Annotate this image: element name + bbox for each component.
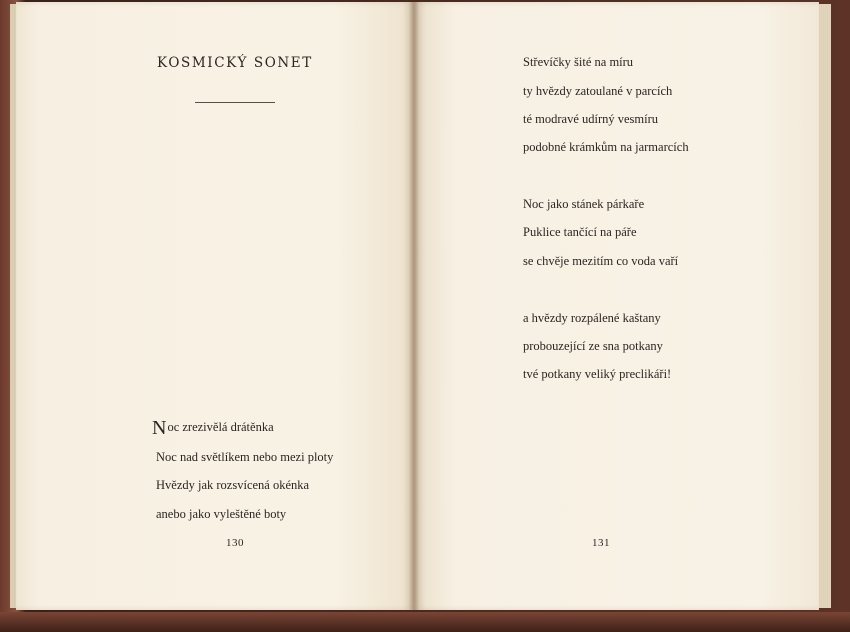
book-cover-bottom-edge: [0, 612, 850, 632]
right-stanza-1-line-3: té modravé udírný vesmíru: [523, 112, 659, 126]
right-stanza-3-line-3: tvé potkany veliký preclikáři!: [523, 367, 672, 381]
left-stanza-line-3: Hvězdy jak rozsvícená okénka: [156, 478, 310, 492]
right-stanza-3-line-2: probouzející ze sna potkany: [523, 339, 663, 353]
left-stanza-line-2: Noc nad světlíkem nebo mezi ploty: [156, 450, 334, 464]
right-stanza-1-line-2: ty hvězdy zatoulané v parcích: [523, 84, 673, 98]
right-stanza-2-line-1: Noc jako stánek párkaře: [523, 197, 645, 211]
left-stanza-line-4: anebo jako vyleštěné boty: [156, 507, 287, 521]
right-stanza-1-line-1: Střevíčky šité na míru: [523, 55, 634, 69]
right-page-number: 131: [592, 537, 610, 549]
right-stanza-2-line-3: se chvěje mezitím co voda vaří: [523, 254, 679, 268]
right-stanza-3-line-1: a hvězdy rozpálené kaštany: [523, 311, 661, 325]
left-stanza-line-1: [152, 418, 274, 438]
book-gutter: [409, 2, 419, 610]
title-divider: [195, 102, 275, 103]
right-stanza-2-line-2: Puklice tančící na páře: [523, 225, 637, 239]
right-stanza-1-line-4: podobné krámkům na jarmarcích: [523, 140, 689, 154]
poem-title: KOSMICKÝ SONET: [157, 55, 313, 71]
right-page-block-edge: [819, 4, 831, 608]
left-page-number: 130: [226, 537, 244, 549]
first-line-text: oc zrezivělá drátěnka: [167, 420, 274, 434]
drop-cap: N: [152, 417, 167, 439]
